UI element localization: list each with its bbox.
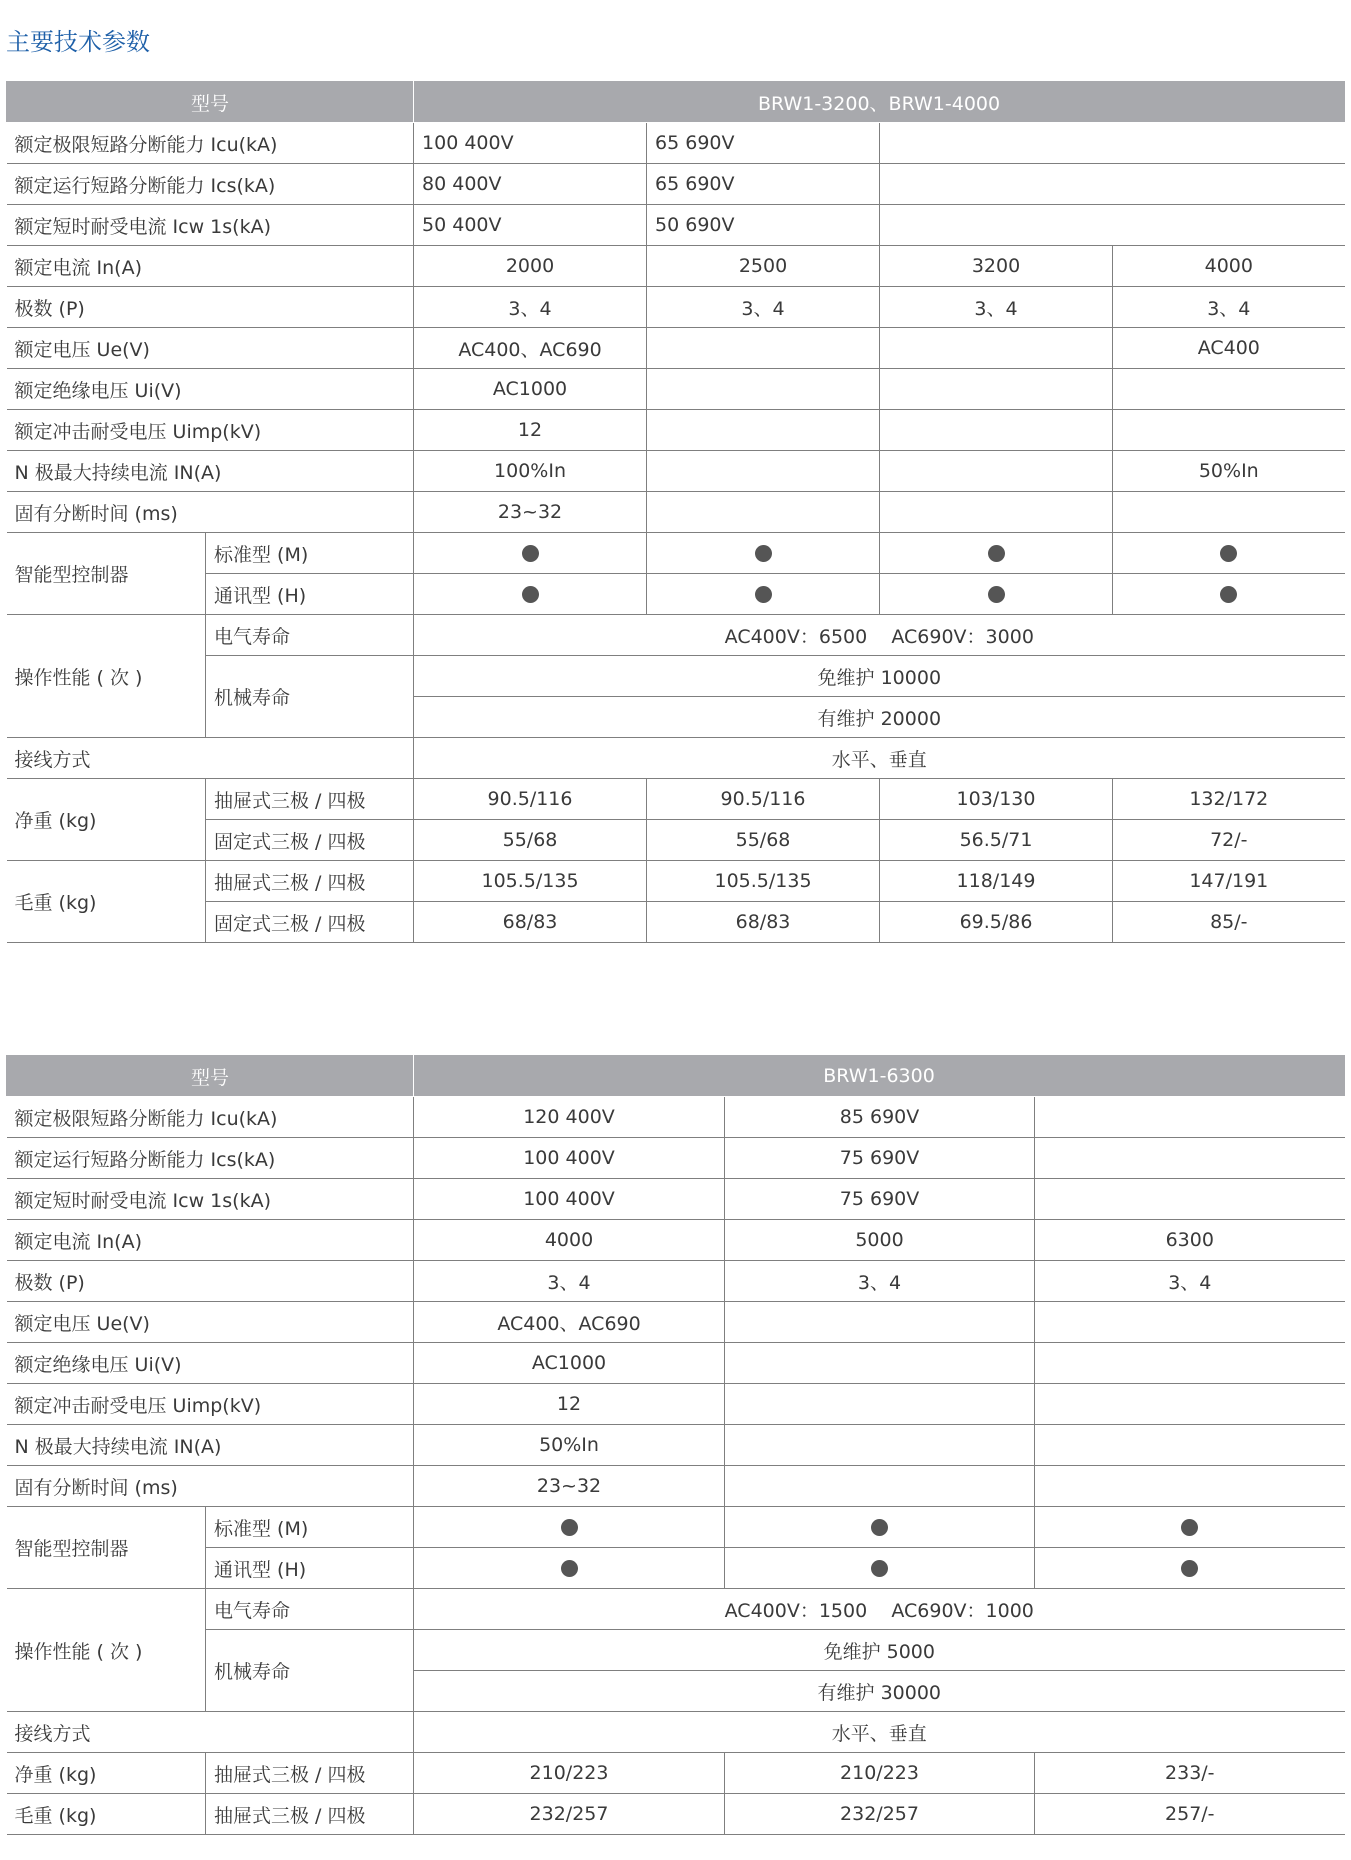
cell-value: 50%In [1113, 451, 1345, 492]
table-row-controller-standard [7, 533, 1345, 574]
cell-empty [1113, 410, 1345, 451]
table-row-operation-electrical [7, 615, 1345, 656]
table-row-icw [7, 205, 1345, 246]
cell-dot [725, 1548, 1035, 1589]
cell-value: 72/- [1113, 820, 1345, 861]
row-label: 额定电压 Ue(V) [7, 1302, 414, 1343]
sub-label: 标准型 (M) [206, 533, 414, 574]
cell-value: 100%In [414, 451, 647, 492]
row-label: 额定冲击耐受电压 Uimp(kV) [7, 1384, 414, 1425]
sub-label: 通讯型 (H) [206, 574, 414, 615]
cell-empty [1035, 1138, 1345, 1179]
cell-value: 120 400V [414, 1097, 725, 1138]
cell-value: AC1000 [414, 369, 647, 410]
sub-label: 抽屉式三极 / 四极 [206, 779, 414, 820]
cell-empty [647, 410, 880, 451]
table-row-icu [7, 1097, 1345, 1138]
cell-value: 水平、垂直 [414, 738, 1345, 779]
model-header-label: 型号 [7, 1056, 414, 1097]
table-row-operation-mechanical-free [7, 1630, 1345, 1671]
sub-label: 机械寿命 [206, 1630, 414, 1712]
dot-icon [561, 1560, 578, 1577]
spec-table-brw1-6300 [6, 1055, 1345, 1835]
cell-value: 2500 [647, 246, 880, 287]
cell-value: 80 400V [414, 164, 647, 205]
cell-dot [1035, 1507, 1345, 1548]
table-row-controller-standard [7, 1507, 1345, 1548]
cell-value: 3、4 [1035, 1261, 1345, 1302]
dot-icon [755, 545, 772, 562]
cell-empty [880, 328, 1113, 369]
cell-value: 210/223 [725, 1753, 1035, 1794]
row-label: 操作性能 ( 次 ) [7, 1589, 206, 1712]
cell-empty [1035, 1343, 1345, 1384]
table-header-row [7, 82, 1345, 123]
cell-value: 100 400V [414, 1179, 725, 1220]
cell-value: 3200 [880, 246, 1113, 287]
sub-label: 抽屉式三极 / 四极 [206, 1794, 414, 1835]
cell-dot [1113, 574, 1345, 615]
cell-value: 65 690V [647, 164, 880, 205]
cell-value: 3、4 [725, 1261, 1035, 1302]
table-header-row [7, 1056, 1345, 1097]
cell-value: 55/68 [414, 820, 647, 861]
table-row-ics [7, 164, 1345, 205]
cell-value: 4000 [1113, 246, 1345, 287]
cell-value: 90.5/116 [414, 779, 647, 820]
row-label: 额定极限短路分断能力 Icu(kA) [7, 123, 414, 164]
row-label: 额定运行短路分断能力 Ics(kA) [7, 164, 414, 205]
cell-value: 水平、垂直 [414, 1712, 1345, 1753]
cell-value: 232/257 [725, 1794, 1035, 1835]
cell-empty [725, 1343, 1035, 1384]
cell-value: 6300 [1035, 1220, 1345, 1261]
cell-dot [880, 574, 1113, 615]
dot-icon [561, 1519, 578, 1536]
cell-dot [880, 533, 1113, 574]
cell-value: 75 690V [725, 1138, 1035, 1179]
cell-empty [1035, 1425, 1345, 1466]
cell-empty [1113, 369, 1345, 410]
cell-empty [880, 123, 1345, 164]
cell-value: 132/172 [1113, 779, 1345, 820]
cell-value: 50 690V [647, 205, 880, 246]
table-row-controller-comm [7, 574, 1345, 615]
row-label: 额定绝缘电压 Ui(V) [7, 1343, 414, 1384]
table-row-gross-weight-drawout [7, 861, 1345, 902]
dot-icon [522, 586, 539, 603]
dot-icon [755, 586, 772, 603]
dot-icon [1181, 1519, 1198, 1536]
cell-empty [725, 1425, 1035, 1466]
cell-value: 90.5/116 [647, 779, 880, 820]
cell-value: AC400、AC690 [414, 1302, 725, 1343]
dot-icon [1220, 586, 1237, 603]
cell-value: AC400V：1500 AC690V：1000 [414, 1589, 1345, 1630]
dot-icon [1220, 545, 1237, 562]
table-row-break-time [7, 492, 1345, 533]
cell-value: 103/130 [880, 779, 1113, 820]
table-row-ui [7, 369, 1345, 410]
table-row-ue [7, 1302, 1345, 1343]
cell-value: 105.5/135 [647, 861, 880, 902]
row-label: 接线方式 [7, 1712, 414, 1753]
table-row-poles [7, 1261, 1345, 1302]
table-row-ics [7, 1138, 1345, 1179]
cell-value: 233/- [1035, 1753, 1345, 1794]
table-row-gross-weight-fixed [7, 902, 1345, 943]
table-row-icu [7, 123, 1345, 164]
cell-value: 23~32 [414, 1466, 725, 1507]
cell-value: 免维护 10000 [414, 656, 1345, 697]
cell-empty [1035, 1466, 1345, 1507]
cell-value: 232/257 [414, 1794, 725, 1835]
row-label: 接线方式 [7, 738, 414, 779]
model-header-label: 型号 [7, 82, 414, 123]
cell-value: AC400、AC690 [414, 328, 647, 369]
cell-value: 3、4 [880, 287, 1113, 328]
table-row-uimp [7, 410, 1345, 451]
cell-value: 69.5/86 [880, 902, 1113, 943]
table-row-net-weight-drawout [7, 1753, 1345, 1794]
cell-empty [1035, 1097, 1345, 1138]
cell-value: 257/- [1035, 1794, 1345, 1835]
table-row-wiring [7, 1712, 1345, 1753]
cell-empty [725, 1384, 1035, 1425]
cell-empty [725, 1302, 1035, 1343]
cell-value: 75 690V [725, 1179, 1035, 1220]
cell-value: 12 [414, 410, 647, 451]
cell-value: 65 690V [647, 123, 880, 164]
sub-label: 固定式三极 / 四极 [206, 820, 414, 861]
table-row-wiring [7, 738, 1345, 779]
cell-value: 2000 [414, 246, 647, 287]
row-label: 固有分断时间 (ms) [7, 1466, 414, 1507]
row-label: 额定极限短路分断能力 Icu(kA) [7, 1097, 414, 1138]
model-header-value: BRW1-3200、BRW1-4000 [414, 82, 1345, 123]
table-row-n-pole [7, 1425, 1345, 1466]
table-row-in [7, 246, 1345, 287]
table-row-operation-mechanical-free [7, 656, 1345, 697]
table-row-ue [7, 328, 1345, 369]
cell-dot [647, 533, 880, 574]
cell-value: 23~32 [414, 492, 647, 533]
cell-value: 85 690V [725, 1097, 1035, 1138]
cell-empty [880, 205, 1345, 246]
row-label: 固有分断时间 (ms) [7, 492, 414, 533]
table-row-net-weight-drawout [7, 779, 1345, 820]
cell-value: 3、4 [1113, 287, 1345, 328]
cell-value: 100 400V [414, 1138, 725, 1179]
row-label: 极数 (P) [7, 1261, 414, 1302]
cell-value: 50 400V [414, 205, 647, 246]
cell-value: 210/223 [414, 1753, 725, 1794]
cell-value: AC1000 [414, 1343, 725, 1384]
table-row-icw [7, 1179, 1345, 1220]
cell-value: 68/83 [647, 902, 880, 943]
cell-empty [647, 369, 880, 410]
sub-label: 机械寿命 [206, 656, 414, 738]
dot-icon [988, 545, 1005, 562]
cell-value: 147/191 [1113, 861, 1345, 902]
table-row-net-weight-fixed [7, 820, 1345, 861]
table-row-operation-electrical [7, 1589, 1345, 1630]
cell-dot [1035, 1548, 1345, 1589]
row-label: 额定电流 In(A) [7, 1220, 414, 1261]
dot-icon [871, 1519, 888, 1536]
cell-value: 100 400V [414, 123, 647, 164]
sub-label: 抽屉式三极 / 四极 [206, 861, 414, 902]
sub-label: 通讯型 (H) [206, 1548, 414, 1589]
row-label: N 极最大持续电流 IN(A) [7, 451, 414, 492]
row-label: 额定冲击耐受电压 Uimp(kV) [7, 410, 414, 451]
cell-value: 55/68 [647, 820, 880, 861]
cell-value: 4000 [414, 1220, 725, 1261]
row-label: 额定电流 In(A) [7, 246, 414, 287]
row-label: 净重 (kg) [7, 1753, 206, 1794]
cell-value: AC400 [1113, 328, 1345, 369]
cell-empty [647, 451, 880, 492]
cell-dot [414, 533, 647, 574]
dot-icon [1181, 1560, 1198, 1577]
table-row-controller-comm [7, 1548, 1345, 1589]
table-row-break-time [7, 1466, 1345, 1507]
dot-icon [988, 586, 1005, 603]
spec-table-brw1-3200-4000 [6, 81, 1345, 943]
cell-dot [414, 574, 647, 615]
sub-label: 电气寿命 [206, 615, 414, 656]
sub-label: 固定式三极 / 四极 [206, 902, 414, 943]
cell-value: 有维护 30000 [414, 1671, 1345, 1712]
page-title: 主要技术参数 [6, 28, 150, 56]
cell-value: 68/83 [414, 902, 647, 943]
cell-empty [1035, 1179, 1345, 1220]
cell-empty [647, 492, 880, 533]
cell-dot [1113, 533, 1345, 574]
cell-dot [725, 1507, 1035, 1548]
cell-value: 3、4 [414, 287, 647, 328]
cell-empty [880, 492, 1113, 533]
cell-empty [880, 164, 1345, 205]
row-label: 额定绝缘电压 Ui(V) [7, 369, 414, 410]
row-label: 额定短时耐受电流 Icw 1s(kA) [7, 205, 414, 246]
cell-value: 3、4 [414, 1261, 725, 1302]
cell-value: 85/- [1113, 902, 1345, 943]
cell-value: 有维护 20000 [414, 697, 1345, 738]
row-label: 毛重 (kg) [7, 1794, 206, 1835]
cell-empty [880, 451, 1113, 492]
cell-empty [647, 328, 880, 369]
cell-dot [647, 574, 880, 615]
row-label: 毛重 (kg) [7, 861, 206, 943]
cell-dot [414, 1548, 725, 1589]
row-label: 净重 (kg) [7, 779, 206, 861]
row-label: 智能型控制器 [7, 1507, 206, 1589]
table-row-in [7, 1220, 1345, 1261]
table-row-uimp [7, 1384, 1345, 1425]
cell-value: 118/149 [880, 861, 1113, 902]
dot-icon [522, 545, 539, 562]
table-row-n-pole [7, 451, 1345, 492]
cell-empty [880, 369, 1113, 410]
cell-empty [1035, 1302, 1345, 1343]
sub-label: 抽屉式三极 / 四极 [206, 1753, 414, 1794]
sub-label: 标准型 (M) [206, 1507, 414, 1548]
table-row-ui [7, 1343, 1345, 1384]
cell-empty [1113, 492, 1345, 533]
cell-value: AC400V：6500 AC690V：3000 [414, 615, 1345, 656]
cell-value: 5000 [725, 1220, 1035, 1261]
cell-value: 50%In [414, 1425, 725, 1466]
cell-value: 免维护 5000 [414, 1630, 1345, 1671]
table-row-poles [7, 287, 1345, 328]
row-label: 额定短时耐受电流 Icw 1s(kA) [7, 1179, 414, 1220]
row-label: 额定电压 Ue(V) [7, 328, 414, 369]
cell-value: 56.5/71 [880, 820, 1113, 861]
row-label: 额定运行短路分断能力 Ics(kA) [7, 1138, 414, 1179]
cell-empty [725, 1466, 1035, 1507]
row-label: 极数 (P) [7, 287, 414, 328]
cell-empty [1035, 1384, 1345, 1425]
cell-value: 105.5/135 [414, 861, 647, 902]
cell-value: 12 [414, 1384, 725, 1425]
cell-empty [880, 410, 1113, 451]
table-row-gross-weight-drawout [7, 1794, 1345, 1835]
cell-value: 3、4 [647, 287, 880, 328]
sub-label: 电气寿命 [206, 1589, 414, 1630]
dot-icon [871, 1560, 888, 1577]
row-label: N 极最大持续电流 IN(A) [7, 1425, 414, 1466]
model-header-value: BRW1-6300 [414, 1056, 1345, 1097]
row-label: 操作性能 ( 次 ) [7, 615, 206, 738]
row-label: 智能型控制器 [7, 533, 206, 615]
cell-dot [414, 1507, 725, 1548]
